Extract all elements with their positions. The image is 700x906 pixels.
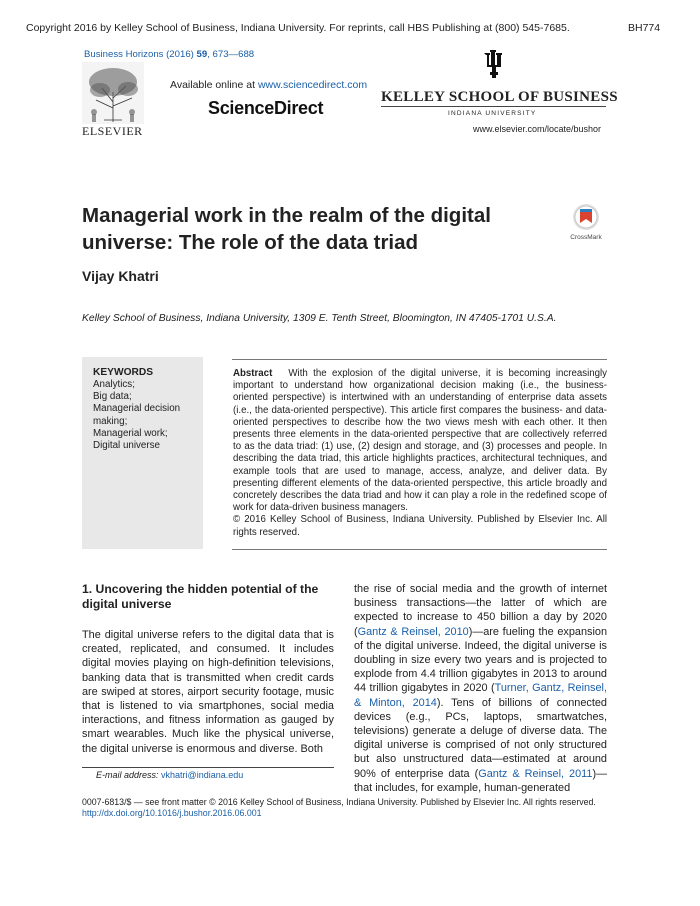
abstract-label: Abstract xyxy=(233,368,273,379)
elsevier-tree-logo xyxy=(82,62,144,124)
body-text: )—that includes, for example, human-generated xyxy=(354,767,608,794)
author-affiliation: Kelley School of Business, Indiana University, 1309 E. Tenth Street, Bloomington, IN 47405-1701 U.S.A. xyxy=(82,313,557,324)
kelley-divider xyxy=(381,106,606,107)
crossmark-label: CrossMark xyxy=(570,234,602,241)
keywords-heading: KEYWORDS xyxy=(93,367,153,378)
journal-name: Business Horizons (2016) xyxy=(84,49,197,60)
citation-link[interactable]: Gantz & Reinsel, 2010 xyxy=(357,625,469,638)
section-heading: 1. Uncovering the hidden potential of the digital universe xyxy=(82,582,319,611)
iu-trident-icon xyxy=(481,50,509,80)
body-text: )—are fueling the expansion of the digital universe. Indeed, the digital universe is doubling in size every two years and is projected to explode from 4.4 trillion gigabytes in 2013 to around 44 trillion gigabytes in 2020 ( xyxy=(354,625,607,695)
body-text: ). Tens of billions of connected devices (e.g., PCs, laptops, smartwatches, televisions) generate a deluge of diverse data. The digital universe is comprised of not only structured but also unstructured data—estimated at around 90% of enterprise data ( xyxy=(354,696,607,780)
body-text: the rise of social media and the growth of internet business transactions—the latter of which are expected to increase to 450 billion a day by 2020 ( xyxy=(354,583,607,638)
keyword-item: Digital universe xyxy=(93,440,160,452)
journal-pages: , 673—688 xyxy=(207,49,255,60)
body-column-left: The digital universe refers to the digital data that is created, replicated, and consumed. It includes digital movies playing on high-definition televisions, banking data that is transmitted when credit cards are swiped at stores, airport security footage, music that is listened to via smartphones, social media interactions, and fitness information as gauged by smart wearables. Much like the physical universe, the digital universe is enormous and diverse. Both xyxy=(82,629,334,755)
keyword-item: Managerial work; xyxy=(93,427,168,439)
keyword-item: Analytics; xyxy=(93,379,135,390)
journal-reference[interactable] xyxy=(84,49,254,60)
body-column-right xyxy=(354,582,607,795)
abstract-text: With the explosion of the digital universe, it is becoming increasingly important to understand how organizational decision making (i.e., the business-oriented perspective) is intertwined with an understanding of enterprise data assets (i.e., the data-oriented perspective). This article first compares the business- and data-oriented perspectives to describe how the two views mesh with each other. It then presents three elements in the data-oriented perspective that are collectively referred to as the data triad: (1) use, (2) design and storage, and (3) processes and people. In describing the data triad, this article highlights practices, architectural techniques, and example tools that are used to manage, access, analyze, and deliver data. By presenting different elements of the data-oriented perspective, this article broadly and concretely describes the data triad and how it can play a role in the redefined scope of work for data-driven business managers. xyxy=(233,368,607,514)
available-prefix: Available online at xyxy=(170,79,258,91)
journal-homepage-link[interactable]: www.elsevier.com/locate/bushor xyxy=(473,124,602,134)
sciencedirect-link[interactable]: www.sciencedirect.com xyxy=(257,79,368,91)
citation-link[interactable]: Gantz & Reinsel, 2011 xyxy=(478,767,593,780)
doi-link[interactable]: http://dx.doi.org/10.1016/j.bushor.2016.06.001 xyxy=(82,808,262,818)
crossmark-icon[interactable] xyxy=(569,202,603,236)
author-email-footnote xyxy=(96,770,243,780)
citation-link[interactable]: Turner, Gantz, Reinsel, & Minton, 2014 xyxy=(354,682,607,709)
article-title: Managerial work in the realm of the digital universe: The role of the data triad xyxy=(82,204,491,254)
abstract-copyright: © 2016 Kelley School of Business, Indiana University. Published by Elsevier Inc. All rights reserved. xyxy=(233,514,607,538)
available-online xyxy=(170,79,367,91)
footnote-rule xyxy=(82,767,334,768)
email-label: E-mail address: xyxy=(96,770,159,780)
abstract-top-rule xyxy=(232,359,607,360)
abstract xyxy=(233,368,607,539)
keyword-item: Big data; xyxy=(93,391,132,403)
sciencedirect-logo: ScienceDirect xyxy=(208,98,324,118)
kelley-school-name: KELLEY SCHOOL OF BUSINESS xyxy=(381,89,618,105)
elsevier-wordmark: ELSEVIER xyxy=(82,124,143,138)
keywords-box xyxy=(82,357,203,549)
journal-volume: 59 xyxy=(196,49,208,60)
abstract-bottom-rule xyxy=(232,549,607,550)
email-link[interactable]: vkhatri@indiana.edu xyxy=(161,770,244,780)
copyright-notice: Copyright 2016 by Kelley School of Business, Indiana University. For reprints, call HBS Publishing at (800) 545-7685. xyxy=(26,22,570,34)
keyword-item: making; xyxy=(93,415,128,427)
keyword-item: Managerial decision xyxy=(93,403,181,415)
indiana-university-label: INDIANA UNIVERSITY xyxy=(448,110,537,117)
issn-line: 0007-6813/$ — see front matter © 2016 Kelley School of Business, Indiana University. Published by Elsevier Inc. All rights reserved. xyxy=(82,797,596,807)
author-name: Vijay Khatri xyxy=(82,268,159,284)
article-code: BH774 xyxy=(628,22,661,34)
